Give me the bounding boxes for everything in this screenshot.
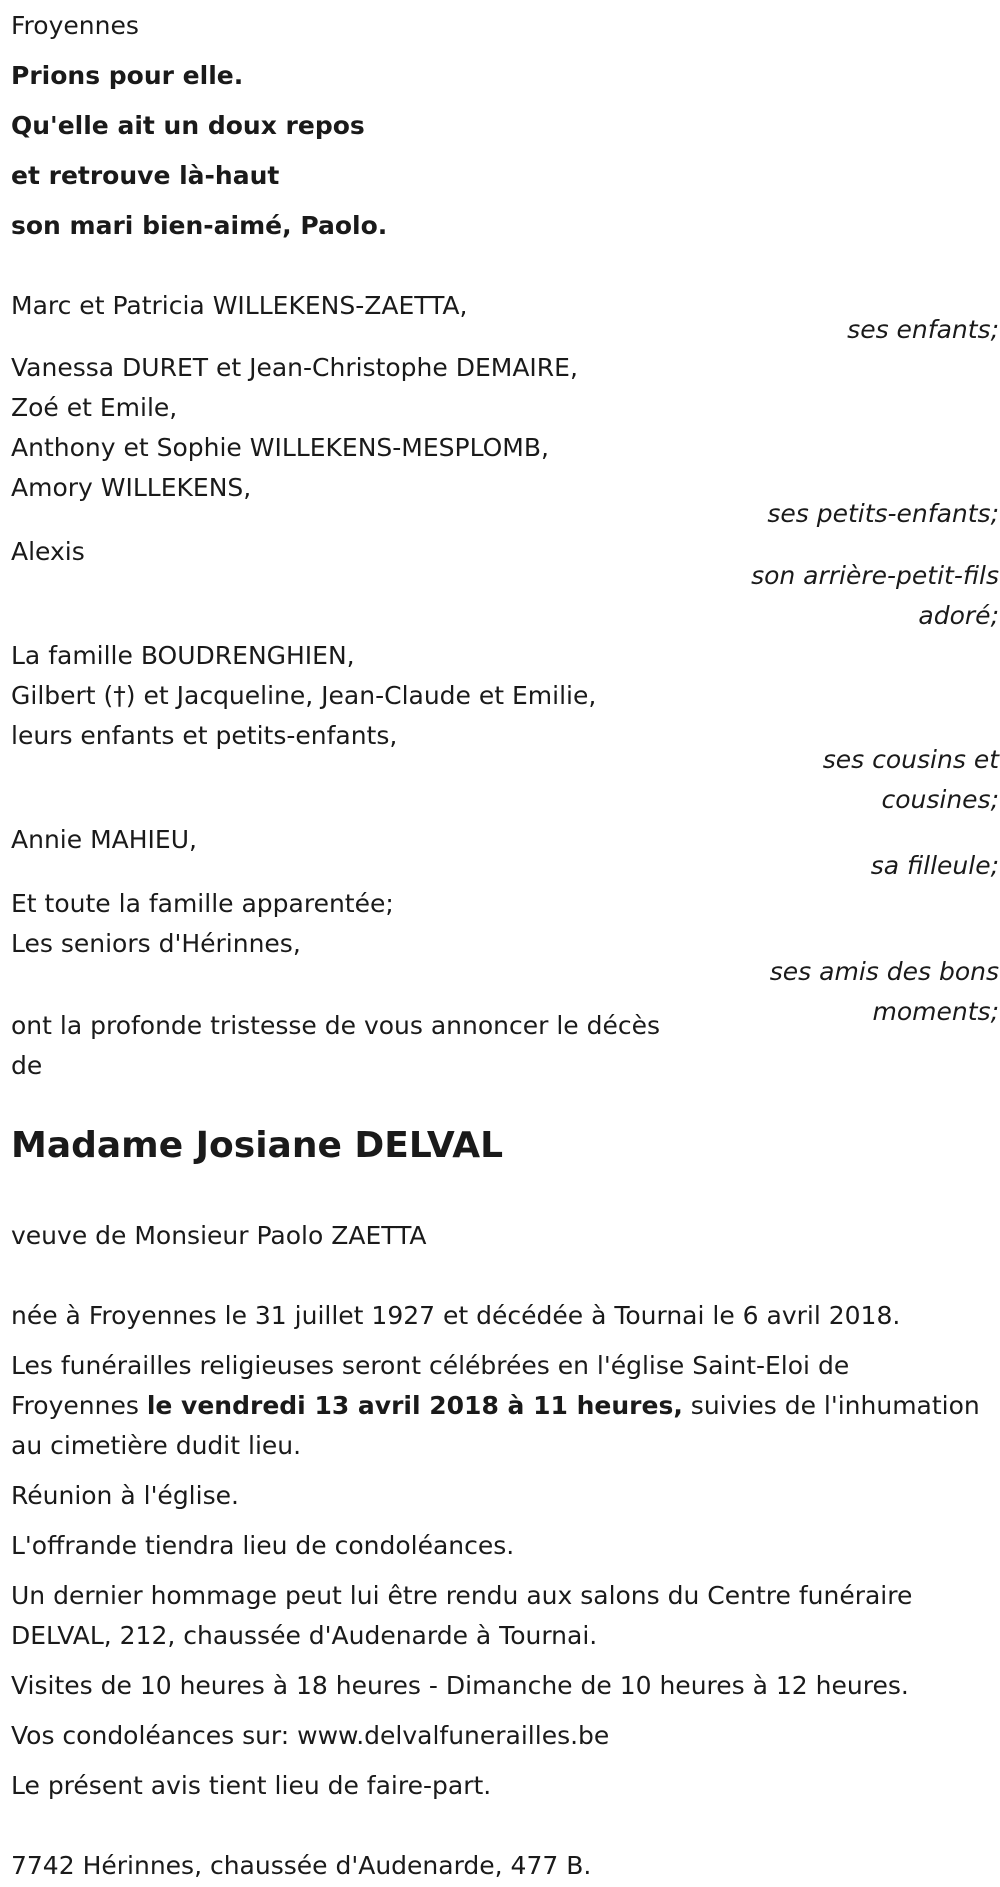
family-name-line: Annie MAHIEU, [11, 825, 197, 854]
funeral-line: Les funérailles religieuses seront célébrées en l'église Saint-Eloi de [11, 1351, 850, 1380]
reunion-text: Réunion à l'église. [11, 1481, 239, 1510]
address-text: 7742 Hérinnes, chaussée d'Audenarde, 477 B. [11, 1851, 592, 1880]
location-text: Froyennes [11, 11, 139, 40]
family-relation: ses petits-enfants; [767, 499, 999, 528]
birth-death-text: née à Froyennes le 31 juillet 1927 et décédée à Tournai le 6 avril 2018. [11, 1301, 901, 1330]
funeral-date: le vendredi 13 avril 2018 à 11 heures, [146, 1391, 683, 1420]
family-name-line: La famille BOUDRENGHIEN, [11, 641, 355, 670]
family-relation: son arrière-petit-fils [751, 561, 999, 590]
announcement-line: de [11, 1051, 43, 1080]
visits-text: Visites de 10 heures à 18 heures - Dimanche de 10 heures à 12 heures. [11, 1671, 909, 1700]
widow-of-text: veuve de Monsieur Paolo ZAETTA [11, 1221, 427, 1250]
family-relation: adoré; [918, 601, 999, 630]
prayer-line: son mari bien-aimé, Paolo. [11, 211, 388, 240]
homage-line: Un dernier hommage peut lui être rendu aux salons du Centre funéraire [11, 1581, 913, 1610]
family-name-line: Zoé et Emile, [11, 393, 178, 422]
funeral-line: au cimetière dudit lieu. [11, 1431, 302, 1460]
family-name-line: leurs enfants et petits-enfants, [11, 721, 398, 750]
family-name-line: Alexis [11, 537, 85, 566]
prayer-line: Qu'elle ait un doux repos [11, 111, 365, 140]
family-relation: moments; [872, 997, 999, 1026]
family-relation: cousines; [881, 785, 999, 814]
family-name-line: Vanessa DURET et Jean-Christophe DEMAIRE, [11, 353, 578, 382]
family-name-line: Et toute la famille apparentée; [11, 889, 394, 918]
family-name-line: Les seniors d'Hérinnes, [11, 929, 301, 958]
notice-text: Le présent avis tient lieu de faire-part. [11, 1771, 492, 1800]
deceased-name: Madame Josiane DELVAL [11, 1125, 504, 1166]
funeral-line [11, 1386, 980, 1426]
homage-line: DELVAL, 212, chaussée d'Audenarde à Tournai. [11, 1621, 598, 1650]
announcement-line: ont la profonde tristesse de vous annoncer le décès [11, 1011, 661, 1040]
family-name-line: Amory WILLEKENS, [11, 473, 252, 502]
prayer-line: Prions pour elle. [11, 61, 244, 90]
family-relation: sa filleule; [870, 851, 999, 880]
family-relation: ses cousins et [822, 745, 999, 774]
family-relation: ses enfants; [847, 315, 999, 344]
family-name-line: Anthony et Sophie WILLEKENS-MESPLOMB, [11, 433, 549, 462]
condolences-text: Vos condoléances sur: www.delvalfunerailles.be [11, 1721, 610, 1750]
family-name-line: Marc et Patricia WILLEKENS-ZAETTA, [11, 291, 468, 320]
offering-text: L'offrande tiendra lieu de condoléances. [11, 1531, 515, 1560]
funeral-burial: suivies de l'inhumation [682, 1391, 980, 1420]
prayer-line: et retrouve là-haut [11, 161, 280, 190]
family-name-line: Gilbert (†) et Jacqueline, Jean-Claude et Emilie, [11, 681, 597, 710]
funeral-place: Froyennes [11, 1391, 147, 1420]
family-relation: ses amis des bons [769, 957, 999, 986]
